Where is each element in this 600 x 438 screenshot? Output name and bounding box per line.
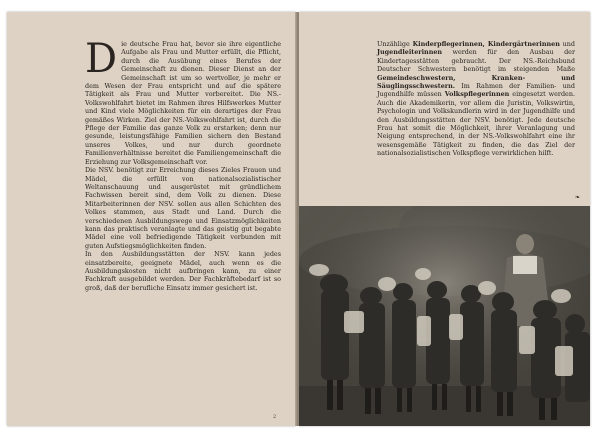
drop-cap: D (85, 36, 118, 82)
text-run: werden für den Ausbau der Kindertagesstätten gebraucht. Der NS.-Reichsbund Deutscher Schwestern benötigt im steigenden Maße (377, 48, 575, 74)
bold-term: Volkspflegerinnen (444, 90, 510, 99)
bold-term: Gemeindeschwestern, Kranken- und Säuglingsschwestern. (377, 73, 575, 91)
paragraph-2: Die NSV. benötigt zur Erreichung dieses Zieles Frauen und Mädel, die erfüllt von nationalsozialistischer Weltanschauung und ausgerüstet mit gründlichem Fachwissen bereit sind, dem Volk zu dienen. Diese Mitarbeiterinnen der NSV. sollen aus allen Schichten des Volkes stammen, aus Stadt und Land. Durch die verschiedenen Ausbildungswege und Einsatzmöglichkeiten kann das praktisch veranlagte und das geistig gut begabte Mädel eine voll befriedigende Tätigkeit verbunden mit guten Aufstiegsmöglichkeiten finden. (85, 166, 281, 250)
paragraph-1-text: ie deutsche Frau hat, bevor sie ihre eigentliche Aufgabe als Frau und Mutter erfüllt, die Pflicht, durch die Ausübung eines Berufes der Gemeinschaft zu dienen. Dieser Dienst an der Gemeinschaft ist um so wertvoller, je mehr er dem Wesen der Frau entspricht und auf die spätere Tätigkeit als Frau und Mutter vorbereitet. Die NS.-Volkswohlfahrt bietet im Rahmen ihres Hilfswerkes Mutter und Kind viele Möglichkeiten für ein derartiges der Frau gemäßes Wirken. Ziel der NS.-Volkswohlfahrt ist, durch die Pflege der Familie das ganze Volk zu erstarken; denn nur gesunde, leistungsfähige Familien sichern den Bestand unseres Volkes, und nur durch geordnete Familienverhältnisse bereitet die Familiengemeinschaft die Erziehung zur Volksgemeinschaft vor. (85, 40, 281, 166)
right-page (299, 12, 590, 426)
bold-term: Kinderpflegerinnen, Kindergärtnerinnen (412, 40, 560, 48)
end-ornament-icon: ❧ (575, 194, 581, 201)
left-page (7, 12, 296, 426)
page-number: 2 (273, 414, 277, 420)
bold-term: Jugendleiterinnen (377, 48, 443, 57)
text-run: Im Rahmen der Familien- und Jugendhilfe müssen (377, 82, 575, 99)
text-run: eingesetzt werden. Auch die Akademikerin, vor allem die Juristin, Volkswirtin, Psychologin und Volkskundlerin wird in der Jugendhilfe und den Ausbildungsstätten der NSV. benötigt. Jede deutsche Frau hat somit die Möglichkeit, ihrer Veranlagung und Neigung entsprechend, in der NS.-Volkswohlfahrt eine ihr wesensgemäße Tätigkeit zu finden, die das Ziel der nationalsozialistischen Volkspflege verwirklichen hilft. (377, 90, 575, 158)
paragraph-3: In den Ausbildungsstätten der NSV. kann jedes einsatzbereite, geeignete Mädel, auch wenn es die Ausbildungskosten nicht aufbringen kann, zu einer Fachkraft ausgebildet werden. Der Fachkräftebedarf ist so groß, daß der berufliche Einsatz immer gesichert ist. (85, 250, 281, 292)
right-text-column (377, 40, 575, 158)
photo-nurse-with-children (299, 206, 590, 426)
left-text-column (85, 36, 281, 292)
paragraph-1 (85, 36, 281, 166)
text-run: und (559, 40, 576, 48)
text-run: Unzählige (377, 40, 413, 48)
photo-illustration (299, 206, 590, 426)
